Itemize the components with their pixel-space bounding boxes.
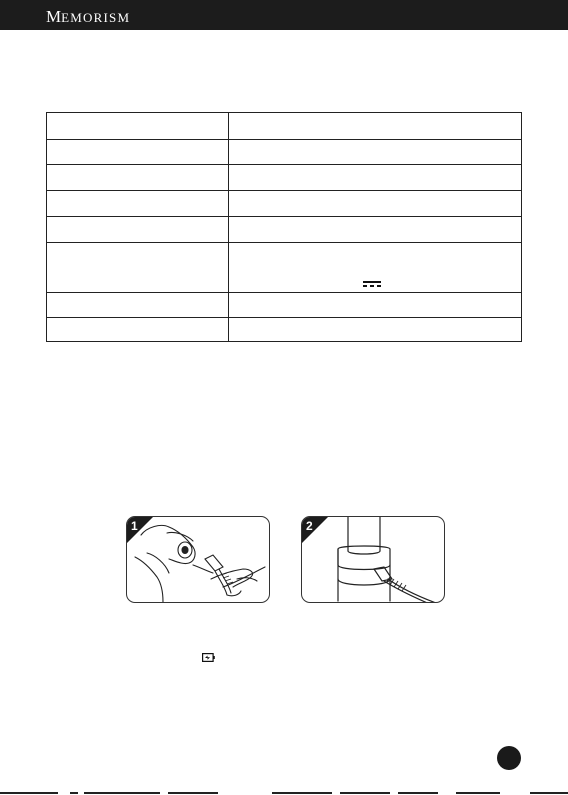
- dc-current-icon: [363, 281, 381, 287]
- battery-charging-icon: [202, 653, 215, 662]
- spec-value: [229, 318, 522, 342]
- spec-row: [47, 243, 522, 293]
- page-header: [0, 0, 568, 30]
- spec-label: [47, 165, 229, 191]
- spec-row: [47, 217, 522, 243]
- figure-2-charging-dock: [301, 516, 445, 603]
- spec-label: [47, 191, 229, 217]
- spec-label: [47, 293, 229, 318]
- brand-logo: MEMORISM: [46, 7, 131, 26]
- figure-1-plug-cable: [126, 516, 270, 603]
- spec-row: [47, 165, 522, 191]
- device-on-dock-illustration: [302, 517, 444, 602]
- specification-table: [46, 112, 522, 342]
- spec-label: [47, 113, 229, 140]
- hand-plugging-cable-illustration: [127, 517, 269, 602]
- spec-row: [47, 140, 522, 165]
- spec-value: [229, 243, 522, 293]
- spec-value: [229, 191, 522, 217]
- spec-value: [229, 217, 522, 243]
- spec-value: [229, 140, 522, 165]
- spec-label: [47, 217, 229, 243]
- spec-label: [47, 140, 229, 165]
- spec-row: [47, 113, 522, 140]
- spec-value: [229, 113, 522, 140]
- spec-label: [47, 318, 229, 342]
- figure-number: 2: [306, 519, 313, 533]
- page-number-marker: [497, 746, 521, 770]
- footer-rule: [0, 790, 568, 795]
- spec-value: [229, 165, 522, 191]
- spec-label: [47, 243, 229, 293]
- spec-row: [47, 191, 522, 217]
- figure-number: 1: [131, 519, 138, 533]
- spec-value: [229, 293, 522, 318]
- spec-row: [47, 293, 522, 318]
- spec-row: [47, 318, 522, 342]
